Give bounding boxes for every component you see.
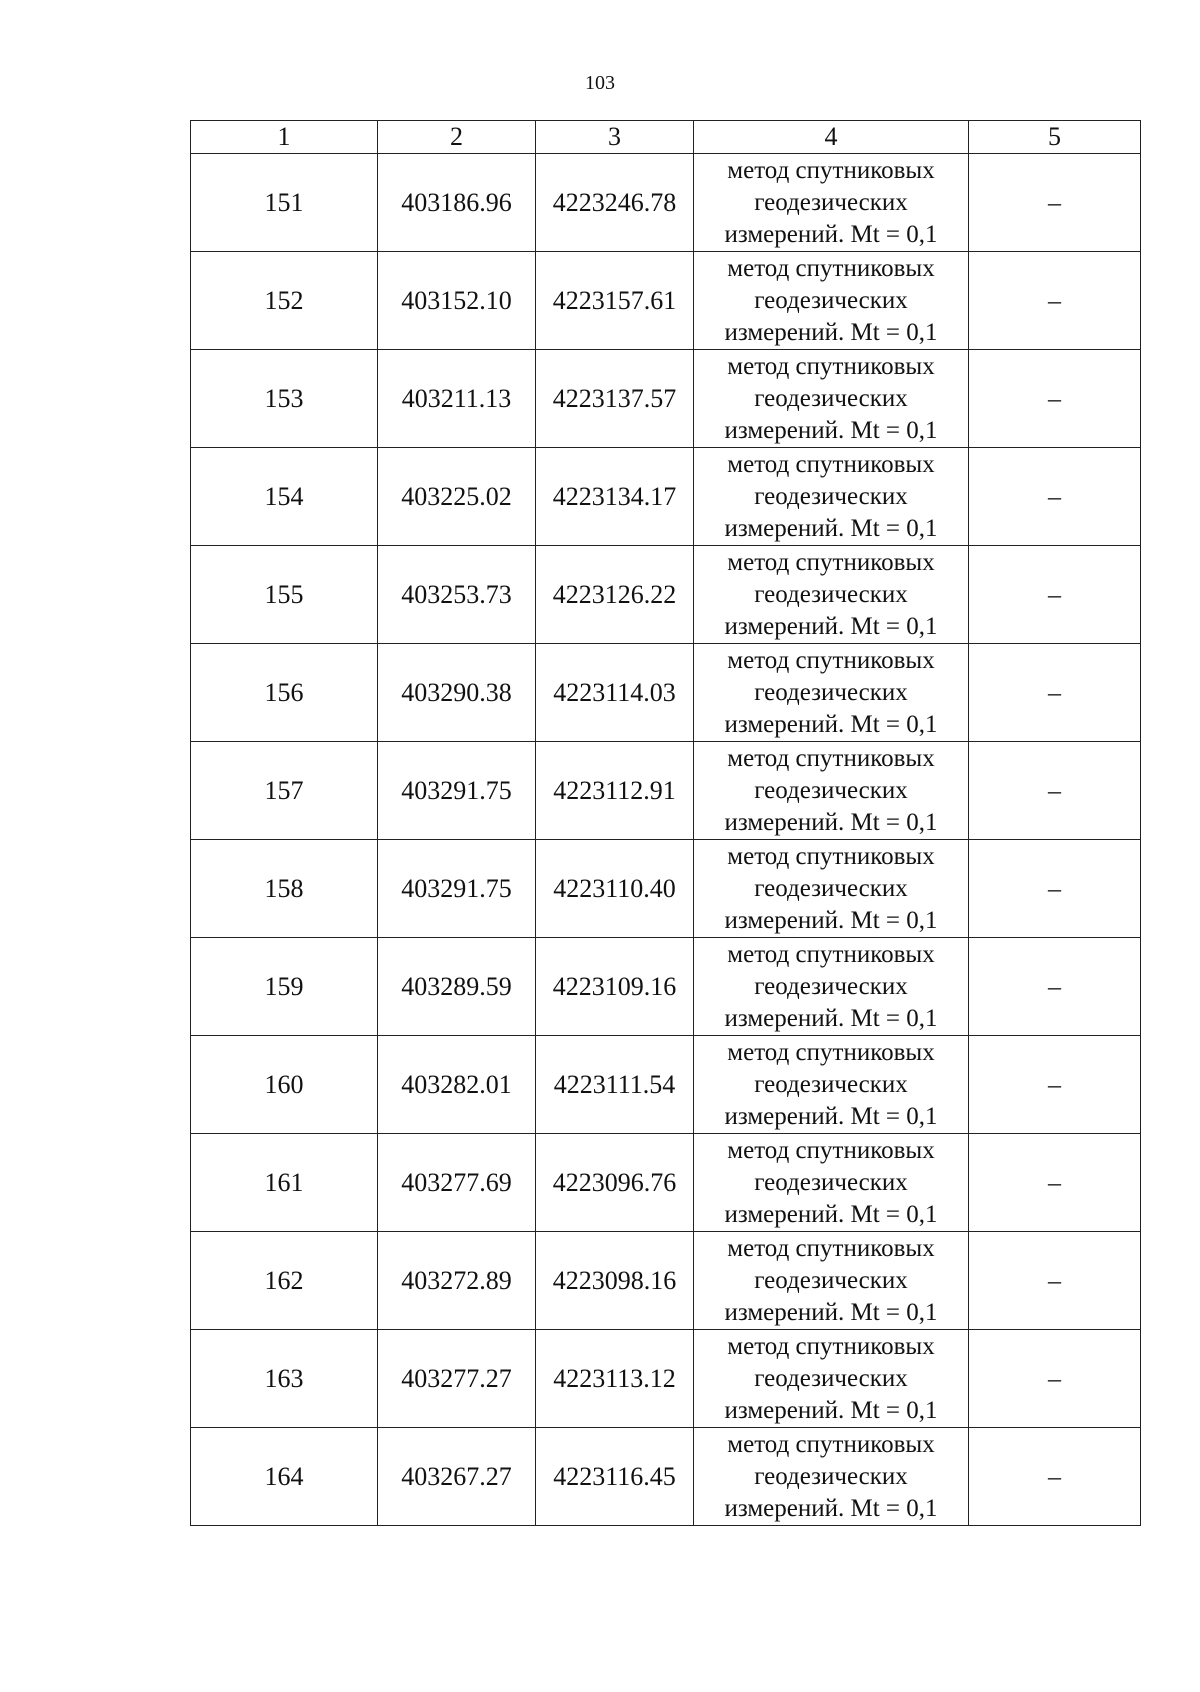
method-cell bbox=[694, 154, 969, 252]
note-cell: – bbox=[969, 840, 1141, 938]
method-cell bbox=[694, 742, 969, 840]
y-coordinate-cell: 4223157.61 bbox=[536, 252, 694, 350]
y-coordinate-cell: 4223112.91 bbox=[536, 742, 694, 840]
point-number-cell: 164 bbox=[191, 1428, 378, 1526]
point-number-cell: 163 bbox=[191, 1330, 378, 1428]
table-row bbox=[191, 252, 1141, 350]
note-cell: – bbox=[969, 154, 1141, 252]
y-coordinate-cell: 4223116.45 bbox=[536, 1428, 694, 1526]
method-line: метод спутниковых bbox=[727, 744, 935, 772]
method-line: геодезических bbox=[754, 1070, 908, 1098]
method-line: геодезических bbox=[754, 384, 908, 412]
method-line: измерений. Mt = 0,1 bbox=[724, 1200, 938, 1228]
note-cell: – bbox=[969, 1134, 1141, 1232]
method-line: измерений. Mt = 0,1 bbox=[724, 808, 938, 836]
note-cell: – bbox=[969, 938, 1141, 1036]
method-line: измерений. Mt = 0,1 bbox=[724, 612, 938, 640]
x-coordinate-cell: 403290.38 bbox=[378, 644, 536, 742]
method-line: метод спутниковых bbox=[727, 1430, 935, 1458]
y-coordinate-cell: 4223137.57 bbox=[536, 350, 694, 448]
x-coordinate-cell: 403289.59 bbox=[378, 938, 536, 1036]
method-cell bbox=[694, 546, 969, 644]
table-row bbox=[191, 1330, 1141, 1428]
column-header-1: 1 bbox=[191, 121, 378, 154]
table-row bbox=[191, 1232, 1141, 1330]
method-line: геодезических bbox=[754, 188, 908, 216]
method-line: геодезических bbox=[754, 1462, 908, 1490]
x-coordinate-cell: 403291.75 bbox=[378, 840, 536, 938]
y-coordinate-cell: 4223110.40 bbox=[536, 840, 694, 938]
coordinates-table bbox=[190, 120, 1141, 1526]
x-coordinate-cell: 403225.02 bbox=[378, 448, 536, 546]
method-line: геодезических bbox=[754, 678, 908, 706]
table-row bbox=[191, 546, 1141, 644]
table-row bbox=[191, 350, 1141, 448]
method-line: геодезических bbox=[754, 1168, 908, 1196]
method-line: измерений. Mt = 0,1 bbox=[724, 906, 938, 934]
x-coordinate-cell: 403291.75 bbox=[378, 742, 536, 840]
x-coordinate-cell: 403272.89 bbox=[378, 1232, 536, 1330]
header-row bbox=[191, 121, 1141, 154]
x-coordinate-cell: 403277.27 bbox=[378, 1330, 536, 1428]
method-cell bbox=[694, 1232, 969, 1330]
method-line: метод спутниковых bbox=[727, 1332, 935, 1360]
method-line: геодезических bbox=[754, 972, 908, 1000]
x-coordinate-cell: 403277.69 bbox=[378, 1134, 536, 1232]
method-cell bbox=[694, 644, 969, 742]
point-number-cell: 161 bbox=[191, 1134, 378, 1232]
x-coordinate-cell: 403211.13 bbox=[378, 350, 536, 448]
y-coordinate-cell: 4223246.78 bbox=[536, 154, 694, 252]
note-cell: – bbox=[969, 644, 1141, 742]
y-coordinate-cell: 4223126.22 bbox=[536, 546, 694, 644]
note-cell: – bbox=[969, 350, 1141, 448]
point-number-cell: 151 bbox=[191, 154, 378, 252]
method-line: геодезических bbox=[754, 580, 908, 608]
method-cell bbox=[694, 1330, 969, 1428]
method-line: метод спутниковых bbox=[727, 352, 935, 380]
note-cell: – bbox=[969, 1036, 1141, 1134]
method-line: измерений. Mt = 0,1 bbox=[724, 318, 938, 346]
method-line: измерений. Mt = 0,1 bbox=[724, 1004, 938, 1032]
method-line: метод спутниковых bbox=[727, 156, 935, 184]
note-cell: – bbox=[969, 448, 1141, 546]
method-line: метод спутниковых bbox=[727, 254, 935, 282]
y-coordinate-cell: 4223111.54 bbox=[536, 1036, 694, 1134]
method-cell bbox=[694, 1036, 969, 1134]
column-header-3: 3 bbox=[536, 121, 694, 154]
x-coordinate-cell: 403267.27 bbox=[378, 1428, 536, 1526]
method-line: измерений. Mt = 0,1 bbox=[724, 220, 938, 248]
table-row bbox=[191, 154, 1141, 252]
x-coordinate-cell: 403253.73 bbox=[378, 546, 536, 644]
method-line: измерений. Mt = 0,1 bbox=[724, 1102, 938, 1130]
table-row bbox=[191, 1428, 1141, 1526]
method-cell bbox=[694, 840, 969, 938]
point-number-cell: 155 bbox=[191, 546, 378, 644]
method-line: метод спутниковых bbox=[727, 842, 935, 870]
point-number-cell: 154 bbox=[191, 448, 378, 546]
method-cell bbox=[694, 350, 969, 448]
method-line: метод спутниковых bbox=[727, 1234, 935, 1262]
note-cell: – bbox=[969, 252, 1141, 350]
y-coordinate-cell: 4223113.12 bbox=[536, 1330, 694, 1428]
point-number-cell: 152 bbox=[191, 252, 378, 350]
note-cell: – bbox=[969, 546, 1141, 644]
table-row bbox=[191, 840, 1141, 938]
x-coordinate-cell: 403282.01 bbox=[378, 1036, 536, 1134]
point-number-cell: 160 bbox=[191, 1036, 378, 1134]
point-number-cell: 157 bbox=[191, 742, 378, 840]
table-row bbox=[191, 448, 1141, 546]
point-number-cell: 162 bbox=[191, 1232, 378, 1330]
method-line: геодезических bbox=[754, 1364, 908, 1392]
method-line: метод спутниковых bbox=[727, 1136, 935, 1164]
note-cell: – bbox=[969, 1330, 1141, 1428]
method-line: метод спутниковых bbox=[727, 548, 935, 576]
method-line: измерений. Mt = 0,1 bbox=[724, 1494, 938, 1522]
table-row bbox=[191, 938, 1141, 1036]
note-cell: – bbox=[969, 742, 1141, 840]
table-row bbox=[191, 742, 1141, 840]
y-coordinate-cell: 4223096.76 bbox=[536, 1134, 694, 1232]
table-row bbox=[191, 644, 1141, 742]
method-line: геодезических bbox=[754, 482, 908, 510]
y-coordinate-cell: 4223098.16 bbox=[536, 1232, 694, 1330]
method-line: геодезических bbox=[754, 874, 908, 902]
method-line: метод спутниковых bbox=[727, 450, 935, 478]
note-cell: – bbox=[969, 1232, 1141, 1330]
method-cell bbox=[694, 252, 969, 350]
point-number-cell: 158 bbox=[191, 840, 378, 938]
method-cell bbox=[694, 938, 969, 1036]
table-body bbox=[191, 154, 1141, 1526]
column-header-2: 2 bbox=[378, 121, 536, 154]
y-coordinate-cell: 4223114.03 bbox=[536, 644, 694, 742]
x-coordinate-cell: 403152.10 bbox=[378, 252, 536, 350]
y-coordinate-cell: 4223134.17 bbox=[536, 448, 694, 546]
column-header-5: 5 bbox=[969, 121, 1141, 154]
page-number: 103 bbox=[585, 72, 615, 94]
method-line: метод спутниковых bbox=[727, 1038, 935, 1066]
method-line: измерений. Mt = 0,1 bbox=[724, 1298, 938, 1326]
point-number-cell: 156 bbox=[191, 644, 378, 742]
method-line: измерений. Mt = 0,1 bbox=[724, 710, 938, 738]
method-cell bbox=[694, 1428, 969, 1526]
method-line: геодезических bbox=[754, 776, 908, 804]
column-header-4: 4 bbox=[694, 121, 969, 154]
x-coordinate-cell: 403186.96 bbox=[378, 154, 536, 252]
method-cell bbox=[694, 448, 969, 546]
method-line: геодезических bbox=[754, 1266, 908, 1294]
method-line: измерений. Mt = 0,1 bbox=[724, 1396, 938, 1424]
method-line: измерений. Mt = 0,1 bbox=[724, 416, 938, 444]
method-line: метод спутниковых bbox=[727, 646, 935, 674]
y-coordinate-cell: 4223109.16 bbox=[536, 938, 694, 1036]
table-row bbox=[191, 1036, 1141, 1134]
method-cell bbox=[694, 1134, 969, 1232]
method-line: метод спутниковых bbox=[727, 940, 935, 968]
method-line: измерений. Mt = 0,1 bbox=[724, 514, 938, 542]
note-cell: – bbox=[969, 1428, 1141, 1526]
method-line: геодезических bbox=[754, 286, 908, 314]
point-number-cell: 159 bbox=[191, 938, 378, 1036]
point-number-cell: 153 bbox=[191, 350, 378, 448]
table-row bbox=[191, 1134, 1141, 1232]
